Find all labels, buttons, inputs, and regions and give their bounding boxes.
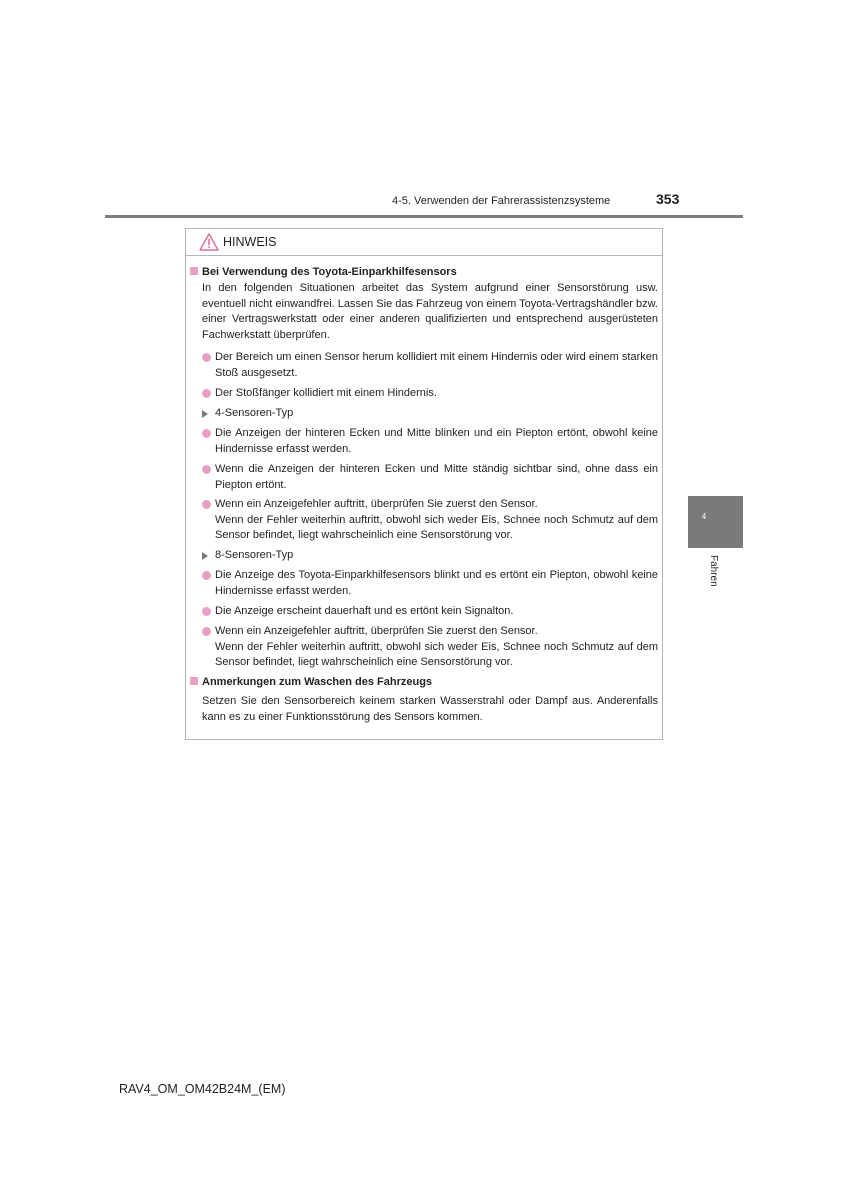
circle-bullet-icon	[202, 627, 211, 636]
list-item-text: Der Bereich um einen Sensor herum kollidiert mit einem Hindernis oder wird einem starken Stoß ausgesetzt.	[215, 351, 658, 379]
subheading-4-sensor-type	[202, 406, 658, 422]
list-item	[202, 497, 658, 544]
section-heading-parking-sensor	[190, 266, 457, 278]
triangle-pointer-icon	[202, 410, 208, 418]
list-item-text: Der Stoßfänger kollidiert mit einem Hindernis.	[215, 387, 437, 399]
chapter-tab	[688, 496, 743, 548]
page-number: 353	[656, 191, 680, 207]
notice-title: HINWEIS	[223, 235, 277, 249]
circle-bullet-icon	[202, 389, 211, 398]
circle-bullet-icon	[202, 571, 211, 580]
list-item-text: Die Anzeigen der hinteren Ecken und Mitte blinken und ein Piepton ertönt, obwohl keine Hindernisse erfasst werden.	[215, 427, 658, 455]
list-item	[202, 568, 658, 599]
list-item-text: Wenn ein Anzeigefehler auftritt, überprüfen Sie zuerst den Sensor.	[215, 498, 538, 510]
circle-bullet-icon	[202, 465, 211, 474]
chapter-label: Fahren	[708, 555, 719, 587]
square-bullet-icon	[190, 677, 198, 685]
square-bullet-icon	[190, 267, 198, 275]
section-header-title: 4-5. Verwenden der Fahrerassistenzsysteme	[392, 195, 611, 207]
list-item-text-continued: Wenn der Fehler weiterhin auftritt, obwohl sich weder Eis, Schnee noch Schmutz auf dem Sensor befindet, liegt wahrscheinlich eine Sensorstörung vor.	[215, 640, 658, 669]
intro-paragraph: In den folgenden Situationen arbeitet das System aufgrund einer Sensorstörung usw. eventuell nicht einwandfrei. Lassen Sie das Fahrzeug von einem Toyota-Vertragshändler bzw. einer Vertragswerkstatt oder einer anderen qualifizierten und entsprechend ausgerüsteten Fachwerkstatt überprüfen.	[202, 282, 658, 342]
circle-bullet-icon	[202, 429, 211, 438]
subheading-8-sensor-type	[202, 548, 658, 564]
circle-bullet-icon	[202, 607, 211, 616]
document-code: RAV4_OM_OM42B24M_(EM)	[119, 1082, 286, 1096]
list-item	[202, 426, 658, 457]
list-item-text: Die Anzeige erscheint dauerhaft und es ertönt kein Signalton.	[215, 605, 514, 617]
list-item	[202, 604, 658, 620]
section-heading-text: Bei Verwendung des Toyota-Einparkhilfesensors	[202, 266, 457, 278]
list-item-text-continued: Wenn der Fehler weiterhin auftritt, obwohl sich weder Eis, Schnee noch Schmutz auf dem Sensor befindet, liegt wahrscheinlich eine Sensorstörung vor.	[215, 513, 658, 542]
circle-bullet-icon	[202, 500, 211, 509]
list-item	[202, 462, 658, 493]
section-heading-text: Anmerkungen zum Waschen des Fahrzeugs	[202, 676, 433, 688]
car-wash-paragraph: Setzen Sie den Sensorbereich keinem starken Wasserstrahl oder Dampf aus. Anderenfalls kann es zu einer Funktionsstörung des Sensors kommen.	[202, 695, 658, 723]
chapter-number: 4	[701, 512, 707, 521]
triangle-pointer-icon	[202, 552, 208, 560]
section-heading-car-wash	[190, 676, 432, 688]
header-divider	[105, 215, 743, 218]
list-item	[202, 386, 658, 402]
notice-box	[185, 228, 663, 740]
circle-bullet-icon	[202, 353, 211, 362]
subheading-text: 8-Sensoren-Typ	[215, 549, 294, 561]
notice-content	[186, 229, 662, 739]
subheading-text: 4-Sensoren-Typ	[215, 407, 294, 419]
list-item-text: Wenn die Anzeigen der hinteren Ecken und Mitte ständig sichtbar sind, ohne dass ein Piepton ertönt.	[215, 463, 658, 491]
list-item-text: Wenn ein Anzeigefehler auftritt, überprüfen Sie zuerst den Sensor.	[215, 625, 538, 637]
list-item	[202, 624, 658, 671]
list-item	[202, 350, 658, 381]
list-item-text: Die Anzeige des Toyota-Einparkhilfesensors blinkt und es ertönt ein Piepton, obwohl keine Hindernisse erfasst werden.	[215, 569, 658, 597]
